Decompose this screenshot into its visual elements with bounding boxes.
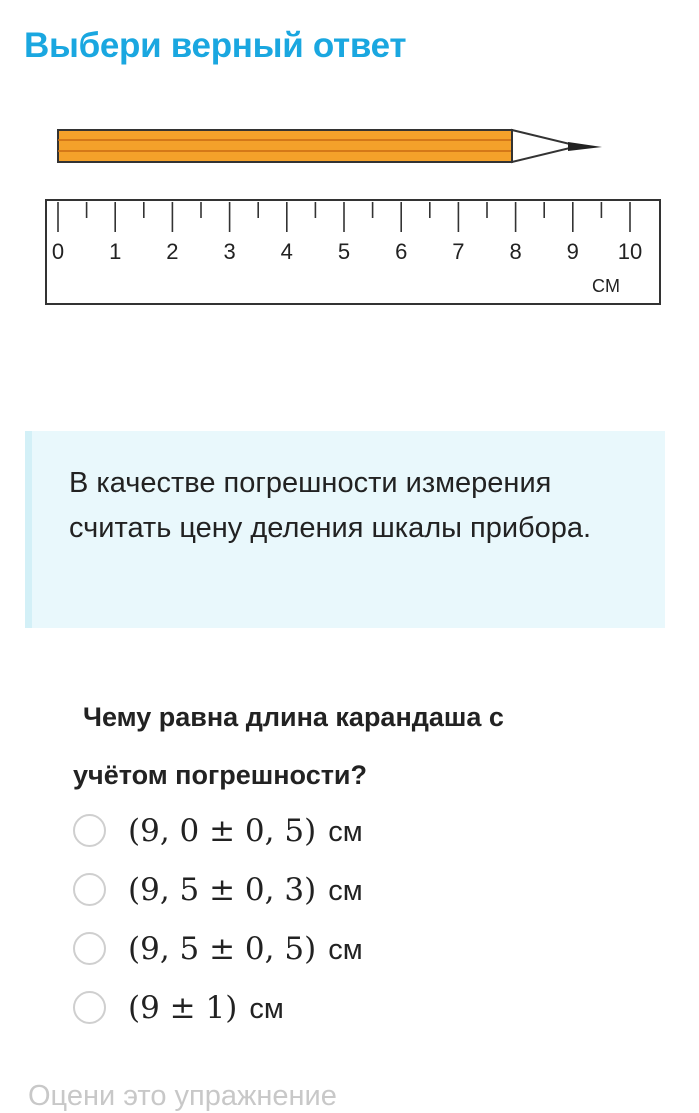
radio-button[interactable] (73, 932, 106, 965)
question (73, 688, 633, 804)
answer-math: (9, 0 ± 0, 5) (128, 812, 317, 849)
answer-label (128, 813, 363, 849)
answer-unit: см (328, 874, 363, 907)
answer-math: (9, 5 ± 0, 5) (128, 930, 317, 967)
ruler-number-label: 8 (509, 239, 522, 264)
pencil-body (58, 130, 512, 162)
answer-unit: см (328, 933, 363, 966)
answer-option-1[interactable] (73, 801, 363, 860)
pencil (58, 130, 602, 162)
answer-option-2[interactable] (73, 860, 363, 919)
answer-label (128, 990, 284, 1026)
answer-label (128, 872, 363, 908)
answer-math: (9 ± 1) (128, 989, 238, 1026)
figure-svg (40, 120, 670, 315)
answer-unit: см (249, 992, 284, 1025)
radio-button[interactable] (73, 873, 106, 906)
ruler-number-label: 2 (166, 239, 179, 264)
rate-exercise-link[interactable]: Оцени это упражнение (28, 1080, 337, 1112)
answer-unit: см (328, 815, 363, 848)
answer-options (73, 801, 363, 1037)
ruler-number-label: 4 (280, 239, 293, 264)
question-line-2: учётом погрешности? (73, 760, 368, 790)
ruler-unit: CM (592, 276, 620, 296)
radio-button[interactable] (73, 991, 106, 1024)
ruler-number-label: 5 (337, 239, 351, 264)
page-title: Выбери верный ответ (24, 26, 407, 65)
answer-math: (9, 5 ± 0, 3) (128, 871, 317, 908)
ruler-number-label: 10 (617, 239, 643, 264)
ruler-number-label: 1 (109, 239, 122, 264)
hint-box (25, 431, 665, 628)
hint-text: В качестве погрешности измерения считать цену деления шкалы прибора. (69, 467, 592, 544)
radio-button[interactable] (73, 814, 106, 847)
pencil-wood (512, 130, 570, 162)
pencil-lead (568, 142, 602, 151)
ruler-number-label: 9 (566, 239, 579, 264)
question-line-1: Чему равна длина карандаша с (83, 702, 504, 732)
ruler-number-label: 7 (452, 239, 465, 264)
ruler-number-label: 0 (51, 239, 65, 264)
answer-label (128, 931, 363, 967)
ruler-number-label: 6 (395, 239, 408, 264)
ruler-number-label: 3 (223, 239, 236, 264)
answer-option-4[interactable] (73, 978, 363, 1037)
pencil-ruler-figure (40, 120, 670, 315)
answer-option-3[interactable] (73, 919, 363, 978)
ruler (46, 200, 660, 304)
